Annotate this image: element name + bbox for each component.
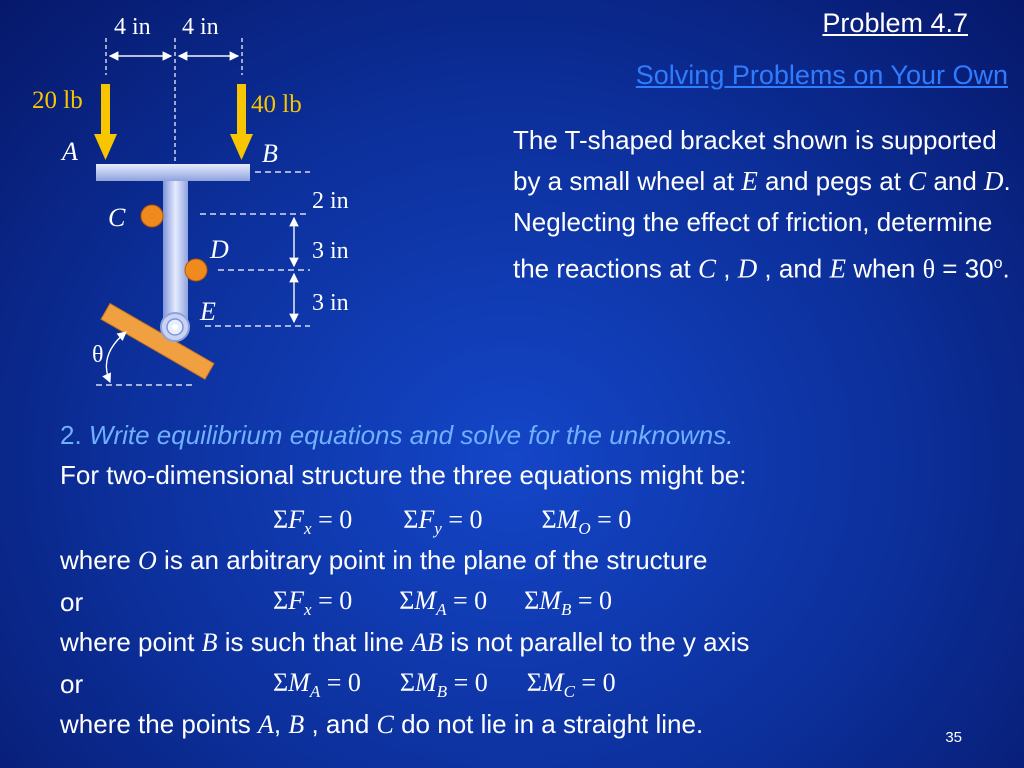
load-arrow-b — [230, 84, 253, 160]
equation-set-2: $\Sigma F_x = 0$ $\Sigma M_A = 0$ $\Sigma M_B = 0$ — [273, 586, 612, 619]
dim-top-left: 4 in — [114, 14, 151, 40]
dim-right-2: 3 in — [312, 238, 349, 264]
dim-top-right: 4 in — [182, 14, 219, 40]
point-c-label: C — [108, 203, 126, 232]
top-dimension — [106, 38, 242, 165]
point-e-label: E — [200, 297, 216, 326]
body-line-1: For two-dimensional structure the three equations might be: — [60, 460, 747, 490]
slide-number: 35 — [945, 729, 962, 746]
point-b-label: B — [262, 139, 278, 168]
point-d-label: D — [210, 235, 229, 264]
load-a-label: 20 lb — [32, 87, 83, 114]
dim-right-3: 3 in — [312, 290, 349, 316]
bracket-stem — [163, 181, 188, 321]
problem-statement: The T-shaped bracket shown is supported by a small wheel at E and pegs at C and D. Neglecting the effect of friction, determine the reactions at C , D , and E when $\theta = 30^o$. — [513, 125, 1011, 284]
solving-problems-link[interactable]: Solving Problems on Your Own — [635, 60, 1008, 90]
load-b-label: 40 lb — [251, 91, 302, 118]
peg-d — [185, 259, 207, 281]
body-line-3: where point B is such that line AB is not parallel to the y axis — [60, 627, 750, 657]
equation-set-1: $\Sigma F_x = 0$ $\Sigma F_y = 0$ $\Sigma M_O = 0$ — [273, 505, 632, 538]
step-heading: 2. Write equilibrium equations and solve for the unknowns. — [60, 420, 734, 450]
wheel-e — [161, 313, 189, 341]
slide-title: Problem 4.7 — [822, 8, 968, 38]
or-label-2: or — [60, 669, 84, 699]
inclined-surface — [101, 304, 214, 380]
body-line-4: where the points A, B , and C do not lie in a straight line. — [60, 709, 704, 739]
point-a-label: A — [62, 137, 78, 166]
bracket-crossbar — [96, 164, 250, 181]
peg-c — [141, 205, 163, 227]
equation-set-3: $\Sigma M_A = 0$ $\Sigma M_B = 0$ $\Sigma M_C = 0$ — [273, 668, 616, 701]
load-arrow-a — [94, 84, 117, 160]
body-line-2: where O is an arbitrary point in the plane of the structure — [60, 545, 708, 575]
or-label-1: or — [60, 587, 84, 617]
angle-theta-label: θ — [92, 342, 104, 368]
dim-right-1: 2 in — [312, 188, 349, 214]
t-bracket-figure — [0, 0, 500, 400]
